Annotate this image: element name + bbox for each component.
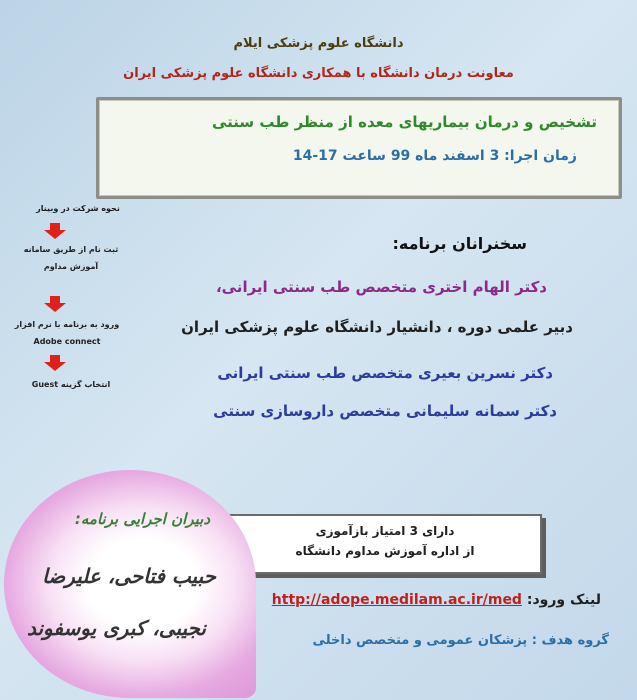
vice-chancellery-line: معاونت درمان دانشگاه با همکاری دانشگاه علوم پزشکی ایران [123, 66, 514, 81]
entry-link-label: لینک ورود: [526, 592, 601, 608]
down-arrow-icon [42, 223, 68, 239]
secretaries-bubble [4, 470, 256, 698]
event-title: تشخیص و درمان بیماریهای معده از منظر طب سنتی [211, 113, 597, 131]
university-name: دانشگاه علوم پزشکی ایلام [233, 36, 404, 51]
cme-points-box [228, 514, 542, 574]
speakers-heading: سخنرانان برنامه: [392, 234, 527, 253]
entry-link-url[interactable]: http://adope.medilam.ac.ir/med [271, 592, 522, 608]
cme-source: از اداره آموزش مداوم دانشگاه [295, 544, 475, 558]
participation-step-register: ثبت نام از طریق سامانه آموزش مداوم [23, 245, 119, 271]
down-arrow-icon [42, 296, 68, 312]
secretaries-heading: دبیران اجرایی برنامه: [74, 510, 210, 528]
cme-points: دارای 3 امتیاز بازآموزی [315, 524, 455, 538]
down-arrow-icon [42, 355, 68, 371]
speaker-line: دکتر سمانه سلیمانی متخصص داروسازی سنتی [213, 402, 557, 420]
speaker-line: دکتر الهام اختری متخصص طب سنتی ایرانی، [215, 278, 547, 296]
secretaries-names-1: حبیب فتاحی، علیرضا [42, 564, 216, 588]
event-title-box [96, 97, 622, 199]
entry-link-row [272, 592, 601, 608]
secretaries-names-2: نجیبی، کبری یوسفوند [26, 616, 206, 640]
speaker-line: دبیر علمی دوره ، دانشیار دانشگاه علوم پزشکی ایران [181, 318, 573, 336]
event-schedule: زمان اجرا: 3 اسفند ماه 99 ساعت 17-14 [292, 148, 577, 164]
speaker-line: دکتر نسرین بعیری متخصص طب سنتی ایرانی [217, 364, 553, 382]
target-group: گروه هدف : پزشکان عمومی و متخصص داخلی [312, 633, 609, 648]
participation-step-adobe: ورود به برنامه با نرم افزار Adobe connect [14, 320, 120, 346]
participation-heading: نحوه شرکت در وبینار [36, 204, 120, 213]
participation-step-guest: انتخاب گزینه Guest [31, 380, 111, 389]
